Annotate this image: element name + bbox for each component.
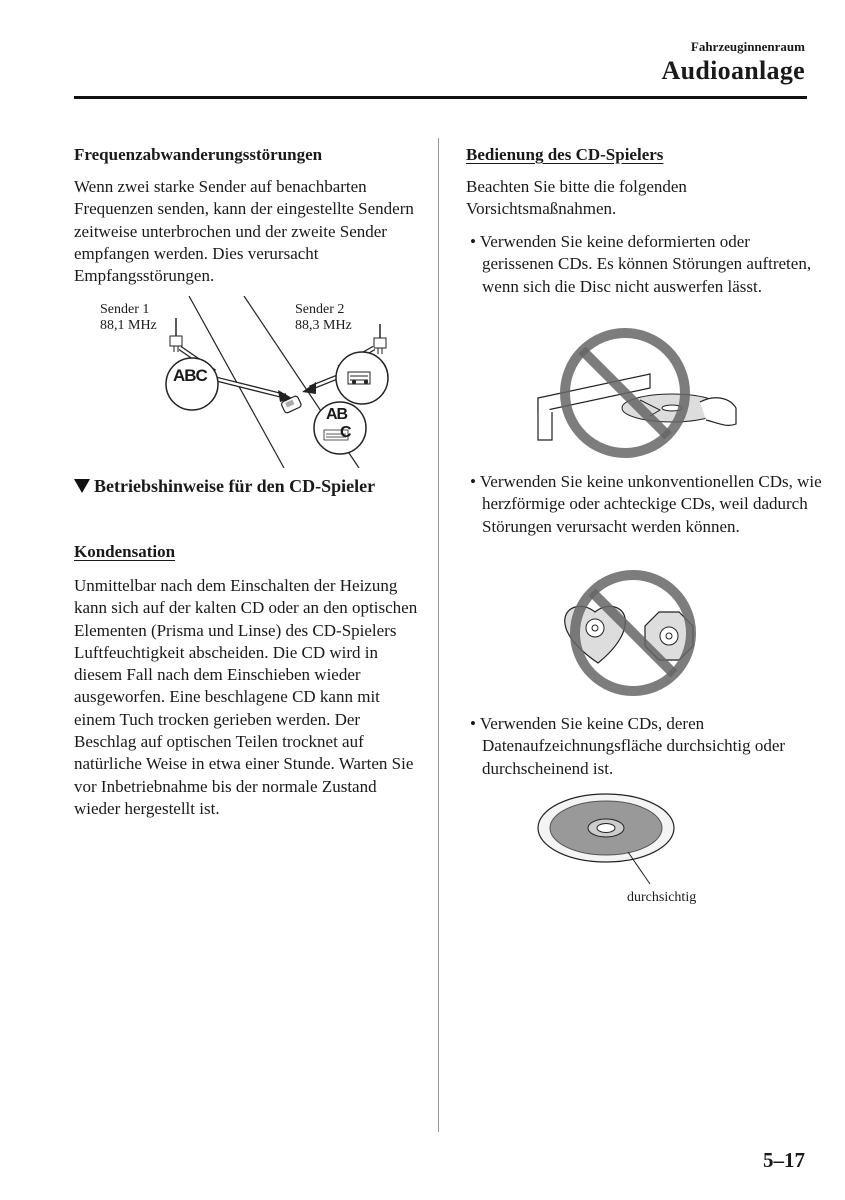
page-title: Audioanlage — [661, 56, 805, 85]
transparent-label: durchsichtig — [627, 890, 697, 905]
antenna2-icon — [374, 324, 386, 354]
page-number: 5–17 — [763, 1148, 805, 1172]
sender2-frequency: 88,3 MHz — [295, 318, 352, 333]
condensation-heading: Kondensation — [74, 542, 176, 561]
signal2-arrowhead — [302, 382, 316, 394]
bullet-deformed-cds: • Verwenden Sie keine deformierten oder gerissenen CDs. Es können Störungen auftreten, wenn sich die Disc nicht auswerfen lässt. — [470, 232, 812, 296]
antenna1-icon — [170, 318, 182, 352]
section-label: Fahrzeuginnenraum — [690, 39, 805, 54]
abc-text-2-c: C — [340, 424, 352, 441]
sender1-frequency: 88,1 MHz — [100, 318, 157, 333]
bullet-unconventional-cds: • Verwenden Sie keine unkonventionellen CDs, wie herzförmige oder achteckige CDs, weil dadurch Störungen verursacht werden können. — [470, 472, 822, 536]
abc-text-1: ABC — [173, 366, 207, 385]
column-divider — [438, 138, 439, 1132]
transparent-cd-figure — [536, 792, 686, 888]
operation-notes-heading — [74, 475, 414, 497]
bullet-transparent-cds: • Verwenden Sie keine CDs, deren Datenaufzeichnungsfläche durchsichtig oder durchscheinend ist. — [470, 714, 786, 778]
hand-icon — [700, 398, 736, 426]
sender1-label: Sender 1 — [100, 302, 150, 317]
sender2-label: Sender 2 — [295, 302, 345, 317]
transparent-cd-icon — [538, 794, 674, 862]
no-deformed-cd-figure — [530, 328, 740, 458]
header-rule — [74, 96, 807, 99]
no-shaped-cd-figure — [553, 568, 713, 698]
frequency-drift-text: Wenn zwei starke Sender auf benachbarten Frequenzen senden, kann der eingestellte Sendern zeitweise unterbrochen und der zweite Sender empfangen werden. Dies verursacht Empfangsstörungen. — [74, 177, 414, 286]
precautions-intro: Beachten Sie bitte die folgenden Vorsichtsmaßnahmen. — [466, 177, 687, 219]
music-bubble-2 — [336, 352, 388, 404]
cd-operation-heading: Bedienung des CD-Spielers — [466, 145, 664, 164]
abc-text-2: AB — [326, 406, 348, 423]
frequency-drift-heading: Frequenzabwanderungsstörungen — [74, 145, 323, 164]
operation-notes-heading-text: Betriebshinweise für den CD-Spieler — [94, 476, 376, 496]
triangle-marker-icon — [74, 479, 90, 493]
condensation-text: Unmittelbar nach dem Einschalten der Heizung kann sich auf der kalten CD oder an den optischen Elementen (Prisma und Linse) des CD-Spielers Luftfeuchtigkeit abscheiden. Die CD wird in diesem Fall nach dem Einschieben wieder ausgeworfen. Eine beschlagene CD kann mit einem Tuch trocken gerieben werden. Der Beschlag auf optischen Teilen trocknet auf natürliche Weise in etwa einer Stunde. Warten Sie vor Inbetriebnahme bis der normale Zustand wieder hergestellt ist. — [74, 576, 418, 818]
radio-interference-figure — [74, 296, 419, 468]
interference-diagram — [74, 296, 419, 468]
